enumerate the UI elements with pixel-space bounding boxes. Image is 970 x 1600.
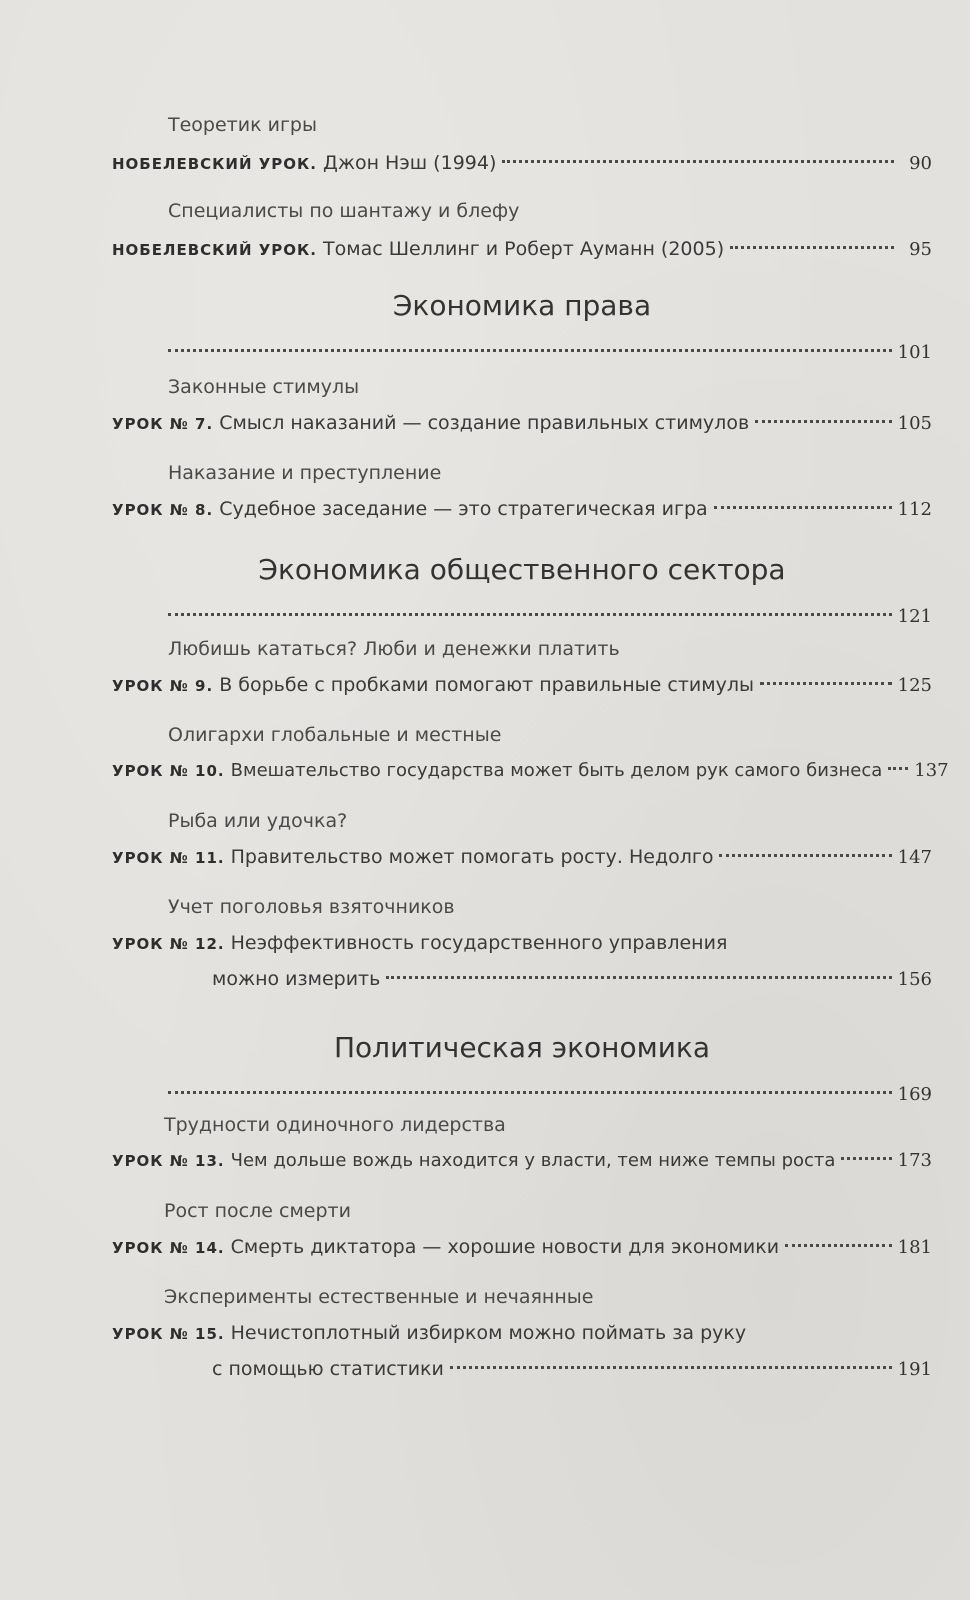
entry-title: Смерть диктатора — хорошие новости для экономики: [230, 1236, 780, 1258]
page-number: 147: [897, 847, 932, 868]
entry-title: Правительство может помогать росту. Недолго: [230, 846, 714, 868]
entry-tag: УРОК № 15.: [112, 1325, 225, 1343]
entry-title: Нечистоплотный избирком можно поймать за руку: [230, 1322, 747, 1344]
page-number: 95: [909, 239, 932, 260]
entry-title: В борьбе с пробками помогают правильные стимулы: [219, 674, 754, 696]
leader-dots: [386, 976, 891, 979]
leader-dots: [785, 1244, 892, 1247]
section-heading: Экономика права: [392, 289, 652, 322]
entry-subtitle: Учет поголовья взяточников: [168, 896, 455, 918]
leader-dots: [841, 1157, 891, 1160]
entry-subtitle: Теоретик игры: [168, 114, 317, 136]
entry-subtitle: Трудности одиночного лидерства: [164, 1114, 506, 1136]
entry-tag: НОБЕЛЕВСКИЙ УРОК.: [112, 155, 317, 173]
page-number: 156: [897, 969, 932, 990]
leader-dots: [450, 1366, 892, 1369]
leader-dots: [714, 506, 892, 509]
entry-subtitle: Специалисты по шантажу и блефу: [168, 200, 520, 222]
entry-subtitle: Рыба или удочка?: [168, 810, 348, 832]
entry-tag: УРОК № 13.: [112, 1152, 225, 1170]
entry-title: Судебное заседание — это стратегическая игра: [219, 498, 708, 520]
toc-entry[interactable]: [112, 198, 932, 284]
section-intro-entry[interactable]: [112, 340, 932, 366]
page-number: 137: [914, 760, 949, 781]
toc-entry[interactable]: [112, 1284, 932, 1406]
entry-subtitle: Рост после смерти: [164, 1200, 351, 1222]
entry-title-continued: можно измерить: [212, 968, 381, 990]
entry-title: Джон Нэш (1994): [323, 152, 497, 174]
toc-entry[interactable]: [112, 112, 932, 198]
entry-subtitle: Олигархи глобальные и местные: [168, 724, 502, 746]
leader-dots: [719, 854, 891, 857]
section-heading: Экономика общественного сектора: [258, 553, 786, 586]
entry-title: Чем дольше вождь находится у власти, тем ниже темпы роста: [230, 1150, 836, 1171]
entry-tag: УРОК № 10.: [112, 762, 225, 780]
section-heading: Политическая экономика: [333, 1031, 710, 1064]
entry-tag: УРОК № 11.: [112, 849, 225, 867]
page-number: 105: [897, 413, 932, 434]
entry-tag: УРОК № 12.: [112, 935, 225, 953]
entry-tag: УРОК № 9.: [112, 677, 214, 695]
page-number: 121: [897, 606, 932, 627]
entry-subtitle: Законные стимулы: [168, 376, 360, 398]
section-intro-entry[interactable]: [112, 1082, 932, 1108]
page-number: 191: [897, 1359, 932, 1380]
entry-subtitle: Эксперименты естественные и нечаянные: [164, 1286, 594, 1308]
toc-entry[interactable]: [112, 374, 932, 460]
toc-entry[interactable]: [112, 894, 932, 1016]
leader-dots: [755, 420, 891, 423]
entry-subtitle: Любишь кататься? Люби и денежки платить: [168, 638, 620, 660]
page-number: 173: [897, 1150, 932, 1171]
toc-entry[interactable]: [112, 1198, 932, 1284]
page-number: 125: [897, 675, 932, 696]
entry-subtitle: Наказание и преступление: [168, 462, 442, 484]
page-number: 112: [897, 499, 932, 520]
leader-dots: [730, 246, 894, 249]
leader-dots: [168, 1091, 892, 1094]
entry-title: Смысл наказаний — создание правильных стимулов: [219, 412, 750, 434]
page-number: 169: [897, 1084, 932, 1105]
table-of-contents: [112, 112, 949, 1406]
entry-tag: УРОК № 8.: [112, 501, 214, 519]
page-number: 181: [897, 1237, 932, 1258]
page-number: 101: [897, 342, 932, 363]
entry-title: Неэффективность государственного управления: [230, 932, 728, 954]
leader-dots: [502, 160, 894, 163]
page-number: 90: [909, 153, 932, 174]
toc-entry[interactable]: [112, 808, 932, 894]
entry-title: Вмешательство государства может быть делом рук самого бизнеса: [230, 760, 883, 781]
leader-dots: [168, 349, 892, 352]
entry-title-continued: с помощью статистики: [212, 1358, 444, 1380]
entry-tag: НОБЕЛЕВСКИЙ УРОК.: [112, 241, 317, 259]
toc-entry[interactable]: [112, 460, 932, 546]
leader-dots: [760, 682, 892, 685]
entry-title: Томас Шеллинг и Роберт Ауманн (2005): [323, 238, 725, 260]
entry-tag: УРОК № 7.: [112, 415, 214, 433]
leader-dots: [888, 767, 908, 770]
toc-entry[interactable]: [112, 636, 932, 722]
toc-entry[interactable]: [112, 722, 949, 808]
leader-dots: [168, 613, 892, 616]
entry-tag: УРОК № 14.: [112, 1239, 225, 1257]
section-intro-entry[interactable]: [112, 604, 932, 630]
toc-entry[interactable]: [112, 1112, 932, 1198]
